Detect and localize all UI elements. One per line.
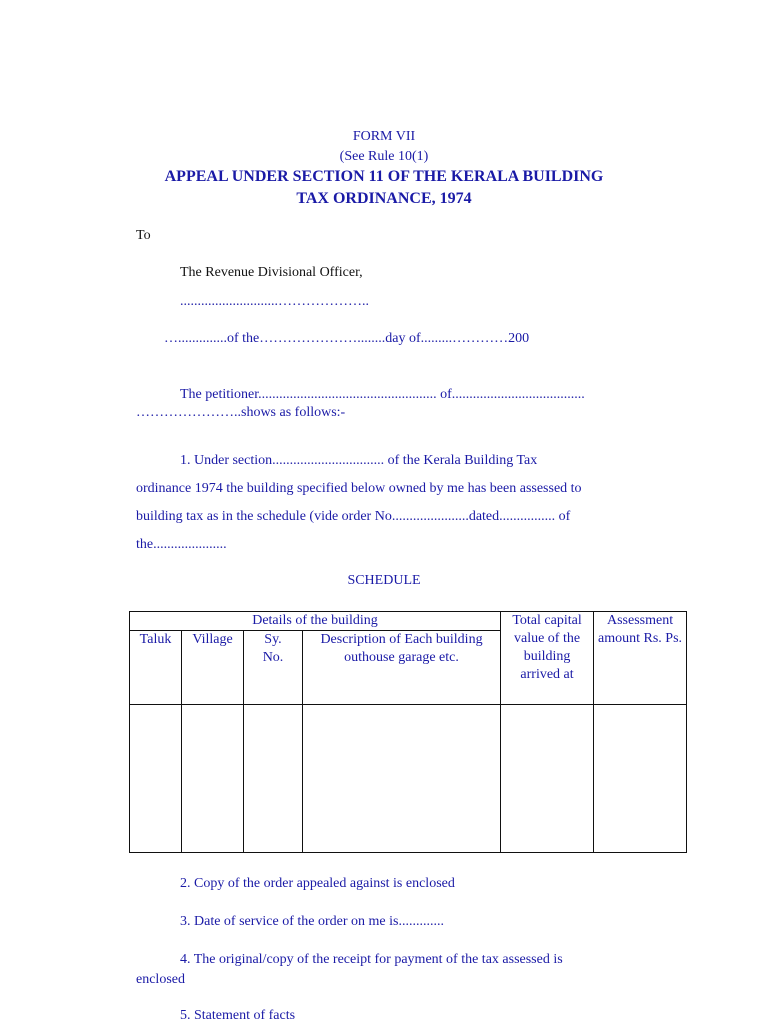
addressee-officer: The Revenue Divisional Officer, (180, 265, 363, 280)
cell-village[interactable] (182, 705, 244, 853)
rule-reference: (See Rule 10(1) (339, 149, 429, 164)
table-row (130, 705, 687, 853)
item-3: 3. Date of service of the order on me is............. (180, 914, 444, 929)
item-4-line1: 4. The original/copy of the receipt for payment of the tax assessed is (180, 952, 563, 967)
cell-assessment-amount[interactable] (594, 705, 687, 853)
form-title-line1: APPEAL UNDER SECTION 11 OF THE KERALA BUILDING (164, 168, 604, 185)
item-5: 5. Statement of facts (180, 1008, 296, 1023)
date-line: …..............of the…………………........day of.........…………200 (164, 331, 530, 346)
item-4-line2: enclosed (136, 972, 185, 987)
para1-line2: ordinance 1974 the building specified below owned by me has been assessed to (136, 481, 582, 496)
cell-total-capital-value[interactable] (501, 705, 594, 853)
addressee-blank: ............................……………….. (180, 294, 369, 309)
cell-survey-no[interactable] (244, 705, 303, 853)
cell-description[interactable] (303, 705, 501, 853)
form-number: FORM VII (352, 129, 416, 144)
col-header-assessment-amount: Assessment amount Rs. Ps. (594, 612, 687, 705)
petitioner-line1: The petitioner................................................... of...................................... (180, 387, 585, 402)
col-header-taluk: Taluk (130, 631, 182, 705)
form-title-line2: TAX ORDINANCE, 1974 (296, 190, 472, 207)
petitioner-line2: …………………..shows as follows:- (136, 405, 346, 420)
schedule-heading: SCHEDULE (347, 573, 421, 588)
col-header-village: Village (182, 631, 244, 705)
col-header-total-capital-value: Total capital value of the building arrived at (501, 612, 594, 705)
para1-line4: the..................... (136, 537, 227, 552)
item-2: 2. Copy of the order appealed against is enclosed (180, 876, 455, 891)
schedule-table (129, 611, 687, 853)
para1-line3: building tax as in the schedule (vide order No......................dated................ of (136, 509, 571, 524)
details-group-header: Details of the building (130, 612, 501, 631)
para1-line1: 1. Under section................................ of the Kerala Building Tax (180, 453, 538, 468)
to-label: To (136, 228, 151, 243)
col-header-survey-no: Sy. No. (244, 631, 303, 705)
cell-taluk[interactable] (130, 705, 182, 853)
col-header-description: Description of Each building outhouse garage etc. (303, 631, 501, 705)
